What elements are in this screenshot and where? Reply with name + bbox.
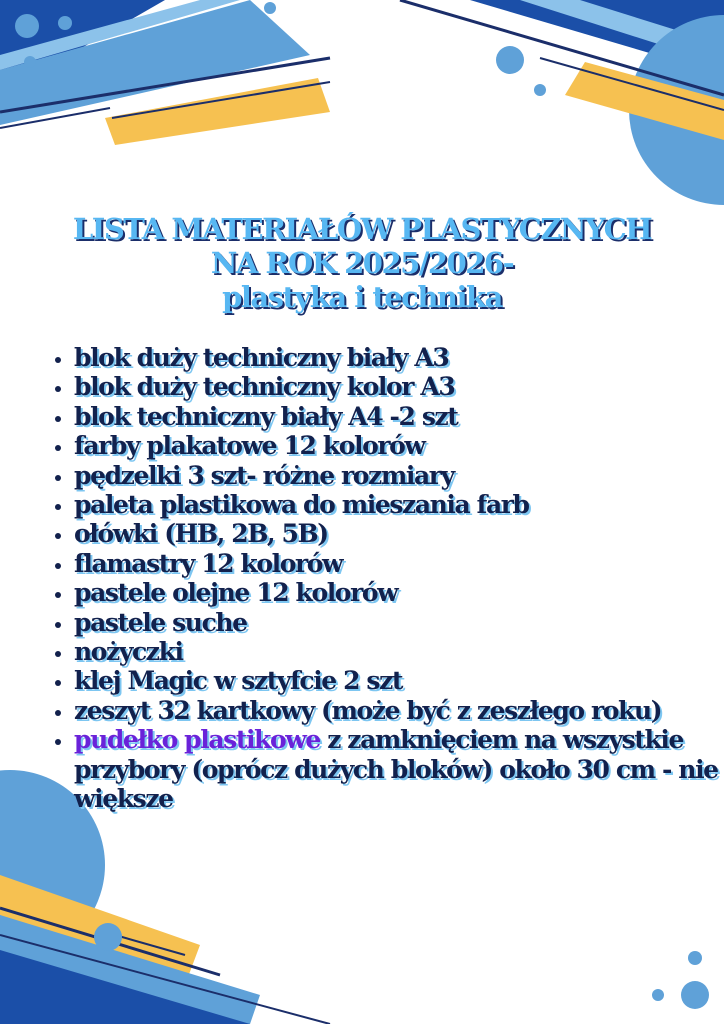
list-item: • nożyczki [74, 637, 724, 666]
list-item: • blok duży techniczny kolor A3 [74, 372, 724, 401]
materials-list [48, 343, 724, 814]
list-item-last-rest: z zamknięciem na wszystkie przybory (oprócz dużych bloków) około 30 cm - nie większe [74, 725, 718, 814]
list-item: • flamastry 12 kolorów [74, 549, 724, 578]
bottom-left-dot [94, 923, 122, 951]
top-left-dot-tiny [24, 56, 36, 68]
list-item: • blok duży techniczny biały A3 [74, 343, 724, 372]
page-title [0, 212, 724, 314]
list-item: • pastele suche [74, 608, 724, 637]
top-right-dot-tiny [264, 2, 276, 14]
top-right-dot-large [496, 46, 524, 74]
list-item: • farby plakatowe 12 kolorów [74, 431, 724, 460]
top-right-dot-small [534, 84, 546, 96]
bottom-right-dot-small [688, 951, 702, 965]
list-item: • blok techniczny biały A4 -2 szt [74, 402, 724, 431]
top-left-dot-large [15, 14, 39, 38]
highlighted-text: pudełko plastikowe [74, 725, 320, 755]
list-item: • paleta plastikowa do mieszania farb [74, 490, 724, 519]
title-line-2: NA ROK 2025/2026- [210, 246, 514, 280]
bottom-right-dot-tiny [652, 989, 664, 1001]
title-line-1: LISTA MATERIAŁÓW PLASTYCZNYCH [72, 212, 652, 246]
list-item: • pędzelki 3 szt- różne rozmiary [74, 461, 724, 490]
title-line-3: plastyka i technika [222, 280, 502, 314]
top-left-dot-small [58, 16, 72, 30]
list-item: • ołówki (HB, 2B, 5B) [74, 519, 724, 548]
list-item: • klej Magic w sztyfcie 2 szt [74, 666, 724, 695]
list-item: • zeszyt 32 kartkowy (może być z zeszłego roku) [74, 696, 724, 725]
bottom-right-dot-large [681, 981, 709, 1009]
list-item: • pastele olejne 12 kolorów [74, 578, 724, 607]
list-item-last [74, 725, 724, 813]
